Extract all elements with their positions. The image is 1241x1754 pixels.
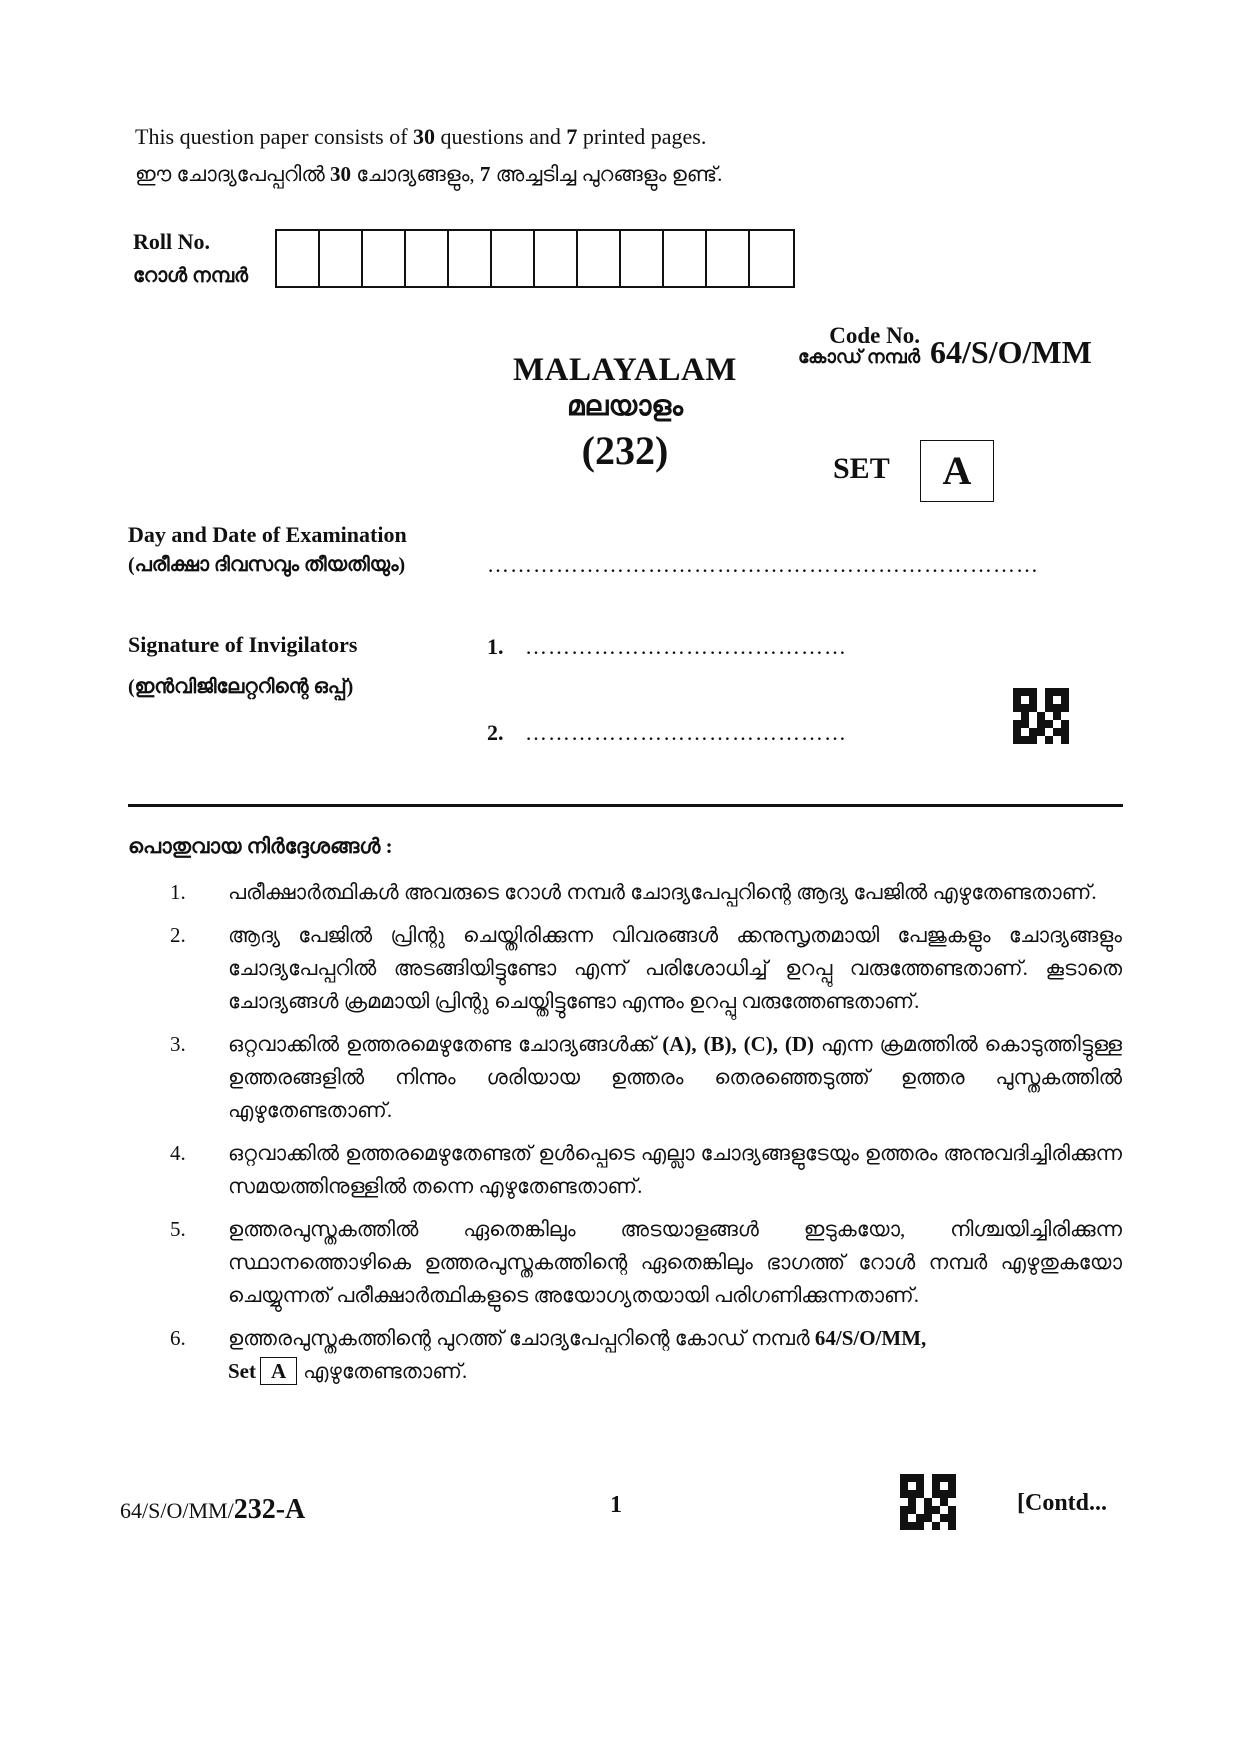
list-item: 2. ആദ്യ പേജിൽ പ്രിന്റു ചെയ്തിരിക്കുന്ന വിവരങ്ങൾ ക്കനുസൃതമായി പേജുകളും ചോദ്യങ്ങളും ചോദ്യപേപ്പറിൽ അടങ്ങിയിട്ടുണ്ടോ എന്ന് പരിശോധിച്ച് ഉറപ്പു വരുത്തേണ്ടതാണ്. കൂടാതെ ചോദ്യങ്ങൾ ക്രമമായി പ്രിന്റു ചെയ്തിട്ടുണ്ടോ എന്നും ഉറപ്പു വരുത്തേണ്ടതാണ്.: [170, 923, 1122, 1013]
subject-name-malayalam: മലയാളം: [566, 391, 684, 422]
roll-number-box[interactable]: [406, 231, 449, 286]
qr-code-icon: [900, 1474, 956, 1530]
page-number: 1: [610, 1492, 622, 1518]
roll-number-label: Roll No. റോൾ നമ്പർ: [133, 229, 249, 287]
roll-number-box[interactable]: [363, 231, 406, 286]
roll-number-box[interactable]: [277, 231, 320, 286]
roll-number-box[interactable]: [750, 231, 793, 286]
list-item: 3. ഒറ്റവാക്കിൽ ഉത്തരമെഴുതേണ്ട ചോദ്യങ്ങൾക്ക് (A), (B), (C), (D) എന്ന ക്രമത്തിൽ കൊടുത്തിട്ടുള്ള ഉത്തരങ്ങളിൽ നിന്നും ശരിയായ ഉത്തരം തെരഞ്ഞെടുത്ത് ഉത്തര പുസ്തകത്തിൽ എഴുതേണ്ടതാണ്.: [170, 1032, 1122, 1122]
divider: [128, 804, 1123, 807]
invigilator-2-number: 2.: [487, 720, 504, 745]
roll-number-box[interactable]: [664, 231, 707, 286]
intro-english: This question paper consists of 30 questions and 7 printed pages.: [135, 124, 707, 149]
set-value-box: A: [920, 440, 994, 502]
list-item: 6. ഉത്തരപുസ്തകത്തിന്റെ പുറത്ത് ചോദ്യപേപ്പറിന്റെ കോഡ് നമ്പർ 64/S/O/MM, Set A എഴുതേണ്ടതാണ്.: [170, 1326, 927, 1383]
roll-number-box[interactable]: [535, 231, 578, 286]
exam-date-field[interactable]: ………………………………………………………………: [487, 552, 1039, 577]
list-item: 5. ഉത്തരപുസ്തകത്തിൽ ഏതെങ്കിലും അടയാളങ്ങൾ ഇടുകയോ, നിശ്ചയിച്ചിരിക്കുന്ന സ്ഥാനത്തൊഴികെ ഉത്തരപുസ്തകത്തിന്റെ ഏതെങ്കിലും ഭാഗത്ത് റോൾ നമ്പർ എഴുതുകയോ ചെയ്യുന്നത് പരീക്ഷാർത്ഥികളുടെ അയോഗ്യതയായി പരിഗണിക്കുന്നതാണ്.: [170, 1217, 1122, 1307]
subject-name-english: MALAYALAM: [513, 352, 737, 388]
roll-number-box[interactable]: [449, 231, 492, 286]
invigilator-1-signature-field[interactable]: ……………………………………: [525, 634, 847, 659]
subject-block: [505, 352, 745, 474]
roll-number-box[interactable]: [320, 231, 363, 286]
roll-number-box[interactable]: [621, 231, 664, 286]
footer-paper-code: 64/S/O/MM/232-A: [120, 1494, 306, 1525]
intro-malayalam: ഈ ചോദ്യപേപ്പറിൽ 30 ചോദ്യങ്ങളും, 7 അച്ചടിച്ച പുറങ്ങളും ഉണ്ട്.: [135, 162, 723, 186]
instructions-list: [170, 876, 1122, 1398]
invigilator-signature-label: Signature of Invigilators (ഇൻവിജിലേറ്ററിന്റെ ഒപ്പ്): [128, 632, 358, 698]
continued-label: [Contd...: [1017, 1490, 1108, 1516]
roll-number-box[interactable]: [707, 231, 750, 286]
invigilator-2-signature-field[interactable]: ……………………………………: [525, 720, 847, 745]
roll-number-box[interactable]: [578, 231, 621, 286]
exam-date-label: Day and Date of Examination (പരീക്ഷാ ദിവസവും തീയതിയും): [128, 522, 407, 576]
roll-number-boxes[interactable]: [275, 229, 795, 288]
code-number-value: 64/S/O/MM: [930, 334, 1092, 370]
list-item: 4. ഒറ്റവാക്കിൽ ഉത്തരമെഴുതേണ്ടത് ഉൾപ്പെടെ എല്ലാ ചോദ്യങ്ങളുടേയും ഉത്തരം അനുവദിച്ചിരിക്കുന്ന സമയത്തിനുള്ളിൽ തന്നെ എഴുതേണ്ടതാണ്.: [170, 1141, 1122, 1198]
instructions-heading: പൊതുവായ നിർദ്ദേശങ്ങൾ :: [128, 834, 393, 858]
subject-number: (232): [581, 428, 669, 473]
list-item: 1. പരീക്ഷാർത്ഥികൾ അവരുടെ റോൾ നമ്പർ ചോദ്യപേപ്പറിന്റെ ആദ്യ പേജിൽ എഴുതേണ്ടതാണ്.: [170, 880, 1097, 904]
code-number-label: Code No. കോഡ് നമ്പർ: [798, 323, 920, 368]
set-label: SET: [833, 452, 890, 485]
invigilator-1-number: 1.: [487, 634, 504, 659]
set-inline-box: A: [260, 1357, 297, 1385]
qr-code-icon: [1013, 688, 1069, 744]
roll-number-box[interactable]: [492, 231, 535, 286]
